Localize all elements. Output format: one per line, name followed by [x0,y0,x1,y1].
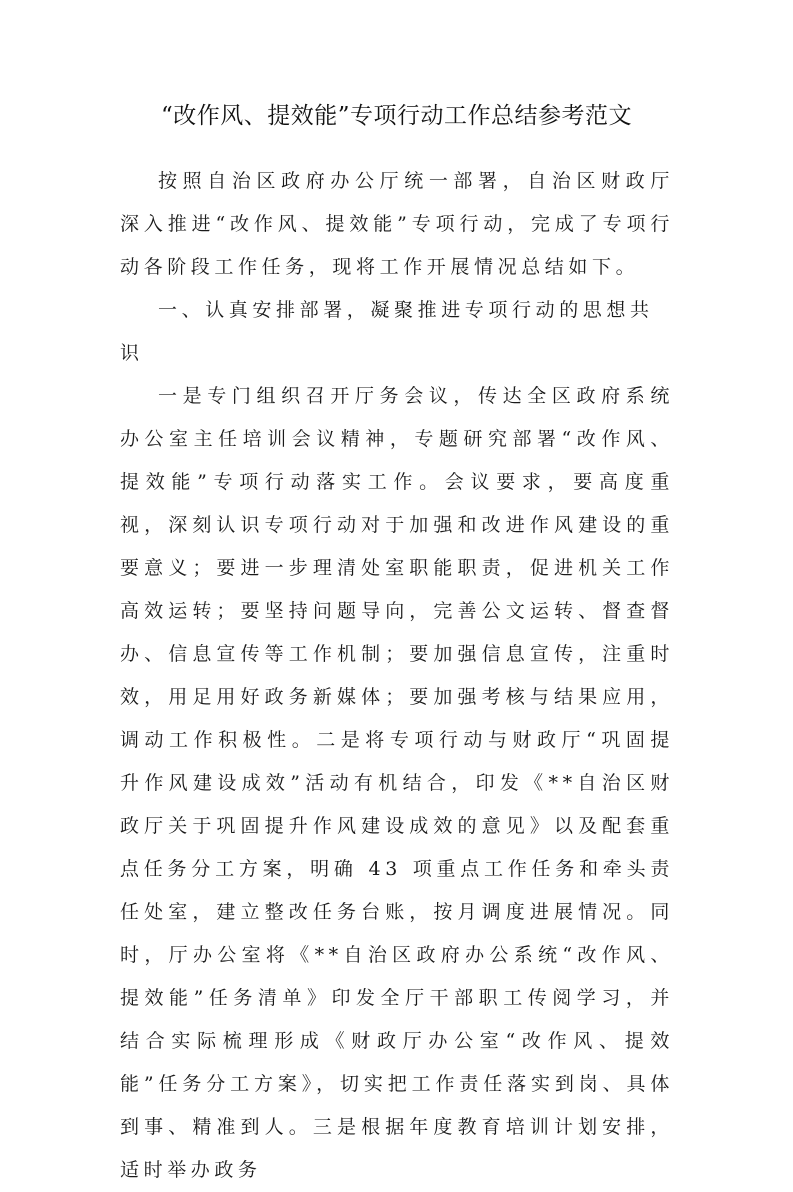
intro-paragraph: 按照自治区政府办公厅统一部署，自治区财政厅深入推进“改作风、提效能”专项行动，完成了专项行动各阶段工作任务，现将工作开展情况总结如下。 [120,170,674,278]
document-body [120,160,674,1192]
section-1-paragraph: 一是专门组织召开厅务会议，传达全区政府系统办公室主任培训会议精神，专题研究部署“改作风、提效能”专项行动落实工作。会议要求，要高度重视，深刻认识专项行动对于加强和改进作风建设的重要意义；要进一步理清处室职能职责，促进机关工作高效运转；要坚持问题导向，完善公文运转、督查督办、信息宣传等工作机制；要加强信息宣传，注重时效，用足用好政务新媒体；要加强考核与结果应用，调动工作积极性。二是将专项行动与财政厅“巩固提升作风建设成效”活动有机结合，印发《**自治区财政厅关于巩固提升作风建设成效的意见》以及配套重点任务分工方案，明确 43 项重点工作任务和牵头责任处室，建立整改任务台账，按月调度进展情况。同时，厅办公室将《**自治区政府办公系统“改作风、提效能”任务清单》印发全厅干部职工传阅学习，并结合实际梳理形成《财政厅办公室“改作风、提效能”任务分工方案》，切实把工作责任落实到岗、具体到事、精准到人。三是根据年度教育培训计划安排，适时举办政务 [120,385,674,1181]
document-title: “改作风、提效能”专项行动工作总结参考范文 [160,103,633,129]
section-heading-1: 一、认真安排部署，凝聚推进专项行动的思想共识 [120,299,654,364]
